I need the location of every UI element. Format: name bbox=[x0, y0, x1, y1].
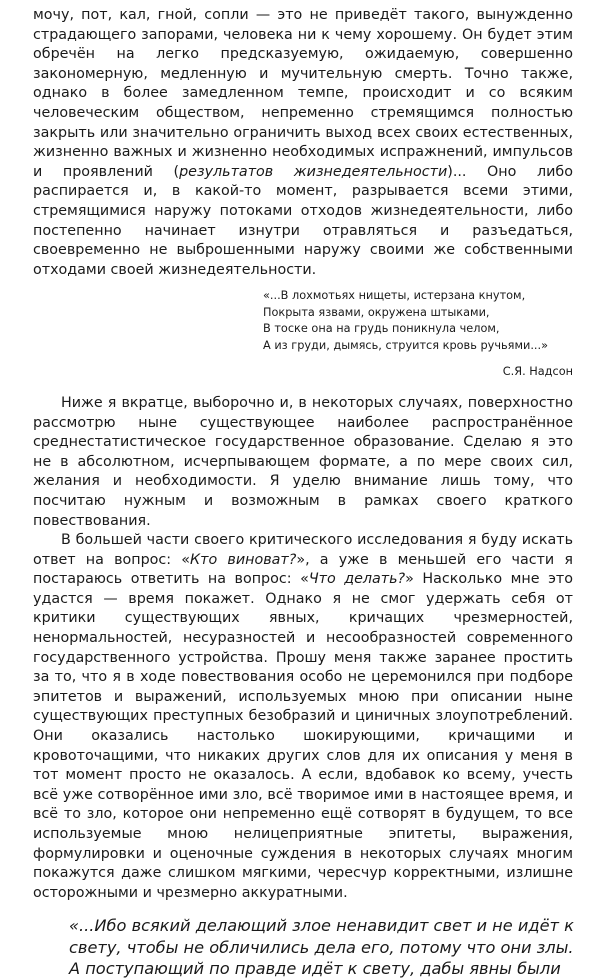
poem-line: Покрыта язвами, окружена штыками, bbox=[263, 305, 490, 319]
paragraph-critique-text-c: » Насколько мне это удастся — время покажет. Однако я не смог удержать себя от критики существующих явных, кричащих чрезмерностей, ненормальностей, несуразностей и несообразностей современного государственного устройства. Прошу меня также заранее простить за то, что я в ходе повествования особо не церемонился при подборе эпитетов и выражений, используемых мною при описании ныне существующих преступных безобразий и циничных злоупотреблений. Они оказались настолько шокирующими, кричащими и кровоточащими, что никаких других слов для их описания у меня в тот момент просто не оказалось. А если, вдобавок ко всему, учесть всё уже сотворённое ими зло, всё творимое ими в настоящее время, и всё то зло, которое они непременно ещё сотворят в будущем, то все используемые мною нелицеприятные эпитеты, выражения, формулировки и оценочные суждения в некоторых случаях многим покажутся даже слишком мягкими, чересчур корректными, излишне осторожными и чрезмерно аккуратными. bbox=[33, 571, 574, 901]
scripture-quote bbox=[69, 915, 573, 980]
paragraph-intro-text-a: мочу, пот, кал, гной, сопли — это не приведёт такого, вынужденно страдающего запорами, человека ни к чему хорошему. Он будет этим обречён на легко предсказуемую, ожидаемую, совершенно закономерную, медленную и мучительную смерть. Точно также, однако в более замедленном темпе, происходит и со всяким человеческим обществом, непременно стремящимся полностью закрыть или значительно ограничить выход всех своих естественных, жизненно важных и жизненно необходимых испражнений, импульсов и проявлений ( bbox=[33, 7, 573, 180]
paragraph-intro bbox=[33, 6, 573, 280]
poem-author: С.Я. Надсон bbox=[502, 364, 573, 378]
poem-line: В тоске она на грудь поникнула челом, bbox=[263, 322, 500, 336]
question-what-to-do: Что делать? bbox=[308, 571, 406, 588]
scripture-line: А поступающий по правде идёт к свету, дабы явны были bbox=[69, 959, 561, 979]
poem-line: А из груди, дымясь, струится кровь ручьями...» bbox=[263, 338, 548, 352]
scripture-line: свету, чтобы не обличились дела его, потому что они злы. bbox=[69, 937, 574, 957]
poem-epigraph bbox=[263, 288, 573, 354]
document-page bbox=[33, 6, 573, 980]
paragraph-intro-emphasis: результатов жизнедеятельности bbox=[179, 163, 448, 180]
paragraph-intro-text-b: )... Оно либо распирается и, в какой-то момент, разрывается всеми этими, стремящимися наружу потоками отходов жизнедеятельности, либо постепенно начинает изнутри отравляться и разъедаться, своевременно не выброшенными наружу своими же собственными отходами своей жизнедеятельности. bbox=[33, 163, 573, 278]
poem-line: «...В лохмотьях нищеты, истерзана кнутом, bbox=[263, 289, 526, 303]
scripture-line: «...Ибо всякий делающий злое ненавидит свет и не идёт к bbox=[69, 916, 574, 936]
paragraph-critique-text-a: В большей части своего критического исследования я буду искать ответ на вопрос: « bbox=[33, 532, 573, 568]
paragraph-critique-text-b: », а уже в меньшей его части я постараюсь ответить на вопрос: « bbox=[33, 551, 573, 588]
question-who-is-guilty: Кто виноват? bbox=[190, 551, 297, 568]
paragraph-overview: Ниже я вкратце, выборочно и, в некоторых случаях, поверхностно рассмотрю ныне существующее наиболее распространённое среднестатистическое государственное образование. Сделаю я это не в абсолютном, исчерпывающем формате, а по мере своих сил, желания и необходимости. Я уделю внимание лишь тому, что посчитаю нужным и возможным в рамках своего краткого повествования. bbox=[33, 394, 573, 529]
paragraph-critique bbox=[33, 531, 573, 903]
